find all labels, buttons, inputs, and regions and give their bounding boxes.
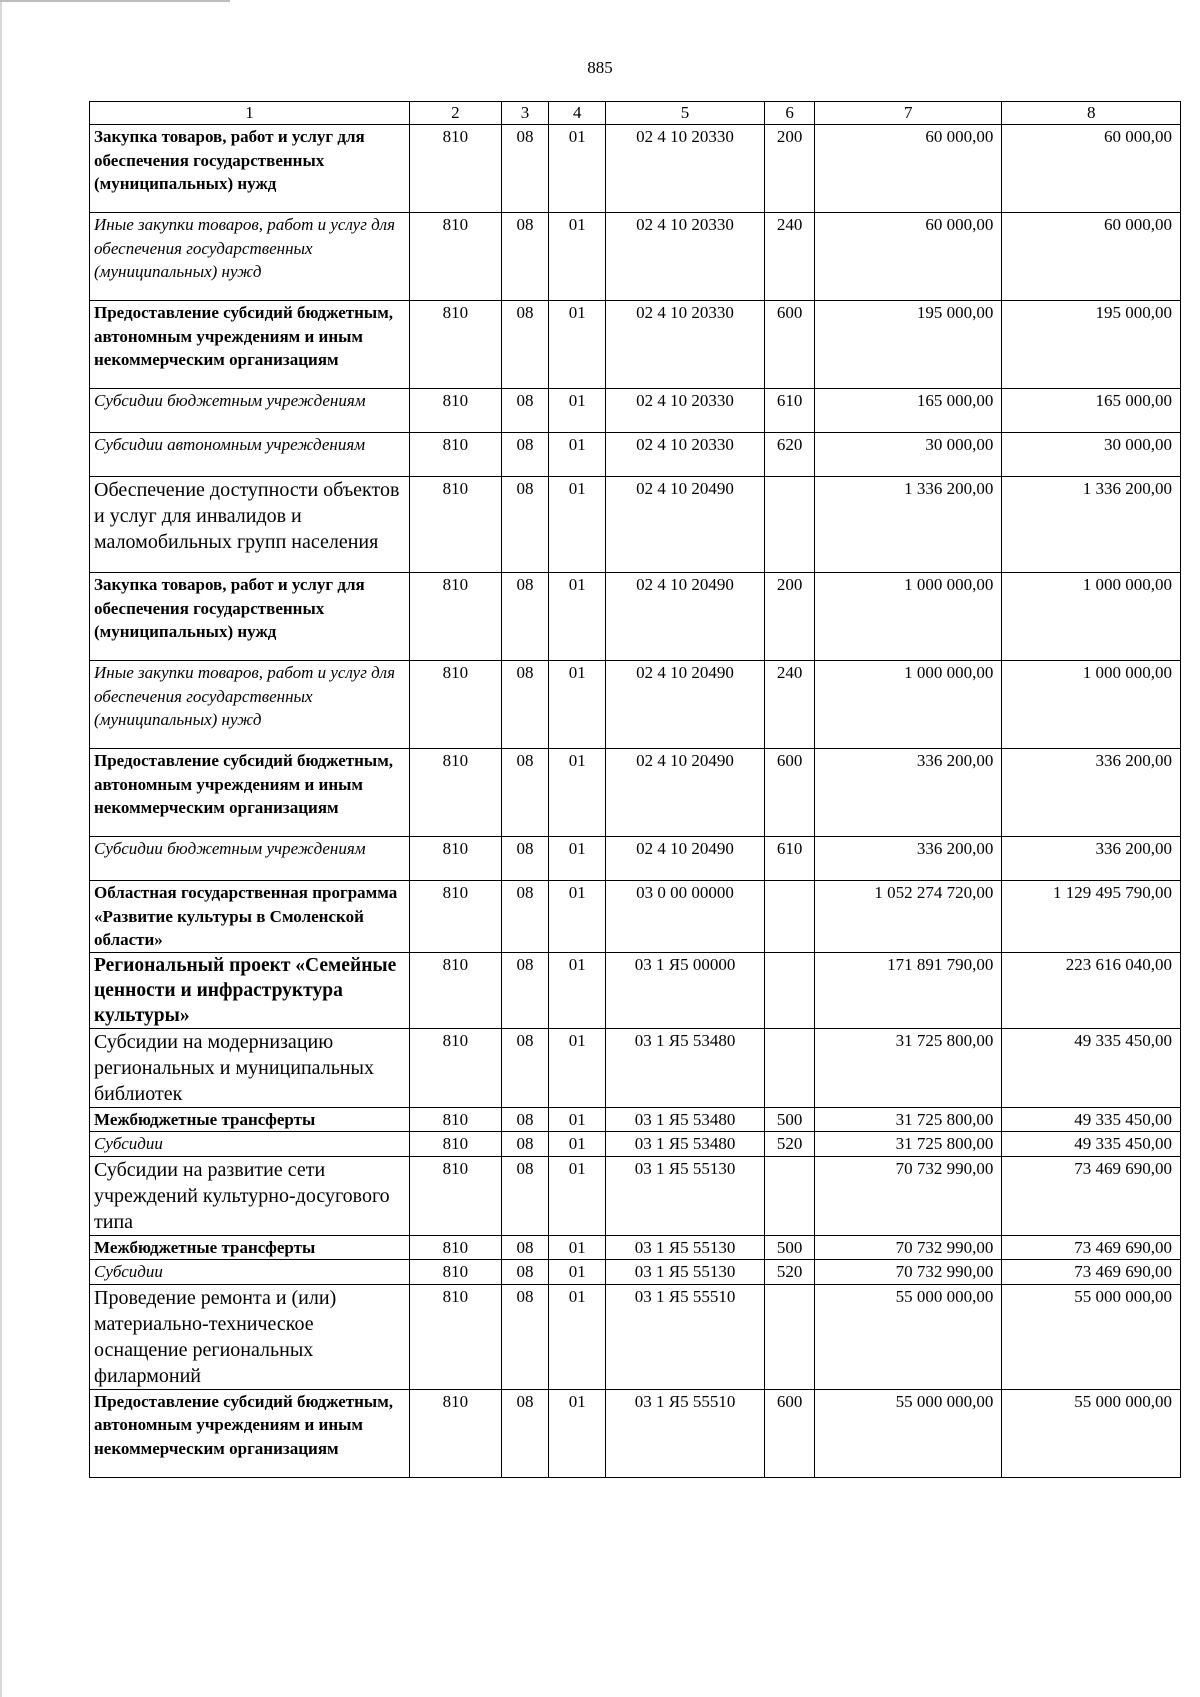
expense-type-cell: 240 bbox=[765, 661, 815, 749]
subsection-code-cell: 01 bbox=[549, 1107, 606, 1132]
subsection-code-cell: 01 bbox=[549, 1235, 606, 1260]
row-name-cell: Проведение ремонта и (или) материально-техническое оснащение региональных филармоний bbox=[90, 1284, 410, 1389]
section-code-cell: 08 bbox=[501, 573, 549, 661]
amount-year1-cell: 165 000,00 bbox=[815, 389, 1002, 433]
table-row bbox=[90, 389, 1181, 433]
row-name-cell: Предоставление субсидий бюджетным, автономным учреждениям и иным некоммерческим организациям bbox=[90, 1389, 410, 1477]
amount-year1-cell: 55 000 000,00 bbox=[815, 1389, 1002, 1477]
amount-year2-cell: 60 000,00 bbox=[1002, 213, 1181, 301]
amount-year1-cell: 70 732 990,00 bbox=[815, 1156, 1002, 1235]
header-cell: 2 bbox=[410, 102, 501, 125]
amount-year1-cell: 336 200,00 bbox=[815, 749, 1002, 837]
amount-year2-cell: 165 000,00 bbox=[1002, 389, 1181, 433]
table-row bbox=[90, 1156, 1181, 1235]
table-row bbox=[90, 1389, 1181, 1477]
subsection-code-cell: 01 bbox=[549, 573, 606, 661]
row-name-cell: Закупка товаров, работ и услуг для обеспечения государственных (муниципальных) нужд bbox=[90, 573, 410, 661]
budget-table bbox=[89, 101, 1181, 1478]
amount-year1-cell: 31 725 800,00 bbox=[815, 1107, 1002, 1132]
subsection-code-cell: 01 bbox=[549, 837, 606, 881]
target-article-cell: 02 4 10 20490 bbox=[606, 837, 765, 881]
table-row bbox=[90, 837, 1181, 881]
header-cell: 1 bbox=[90, 102, 410, 125]
subsection-code-cell: 01 bbox=[549, 952, 606, 1028]
row-name-cell: Предоставление субсидий бюджетным, автономным учреждениям и иным некоммерческим организациям bbox=[90, 749, 410, 837]
header-cell: 8 bbox=[1002, 102, 1181, 125]
amount-year2-cell: 336 200,00 bbox=[1002, 837, 1181, 881]
target-article-cell: 02 4 10 20330 bbox=[606, 125, 765, 213]
header-cell: 6 bbox=[765, 102, 815, 125]
amount-year2-cell: 73 469 690,00 bbox=[1002, 1156, 1181, 1235]
table-row bbox=[90, 1028, 1181, 1107]
header-cell: 3 bbox=[501, 102, 549, 125]
table-row bbox=[90, 1132, 1181, 1157]
row-name-cell: Предоставление субсидий бюджетным, автономным учреждениям и иным некоммерческим организациям bbox=[90, 301, 410, 389]
amount-year1-cell: 30 000,00 bbox=[815, 433, 1002, 477]
row-name-cell: Иные закупки товаров, работ и услуг для обеспечения государственных (муниципальных) нужд bbox=[90, 213, 410, 301]
section-code-cell: 08 bbox=[501, 1107, 549, 1132]
section-code-cell: 08 bbox=[501, 1132, 549, 1157]
row-name-cell: Субсидии бюджетным учреждениям bbox=[90, 389, 410, 433]
target-article-cell: 02 4 10 20330 bbox=[606, 433, 765, 477]
table-row bbox=[90, 213, 1181, 301]
target-article-cell: 03 1 Я5 53480 bbox=[606, 1132, 765, 1157]
amount-year1-cell: 60 000,00 bbox=[815, 125, 1002, 213]
target-article-cell: 03 1 Я5 53480 bbox=[606, 1107, 765, 1132]
amount-year1-cell: 1 052 274 720,00 bbox=[815, 881, 1002, 953]
section-code-cell: 08 bbox=[501, 1235, 549, 1260]
amount-year1-cell: 70 732 990,00 bbox=[815, 1260, 1002, 1285]
header-cell: 4 bbox=[549, 102, 606, 125]
row-name-cell: Субсидии автономным учреждениям bbox=[90, 433, 410, 477]
row-name-cell: Обеспечение доступности объектов и услуг для инвалидов и маломобильных групп населения bbox=[90, 477, 410, 573]
table-row bbox=[90, 749, 1181, 837]
expense-type-cell bbox=[765, 1028, 815, 1107]
row-name-cell: Субсидии bbox=[90, 1132, 410, 1157]
table-row bbox=[90, 125, 1181, 213]
amount-year2-cell: 73 469 690,00 bbox=[1002, 1235, 1181, 1260]
subsection-code-cell: 01 bbox=[549, 301, 606, 389]
amount-year2-cell: 49 335 450,00 bbox=[1002, 1107, 1181, 1132]
table-row bbox=[90, 661, 1181, 749]
amount-year2-cell: 49 335 450,00 bbox=[1002, 1028, 1181, 1107]
expense-type-cell bbox=[765, 881, 815, 953]
gad-code-cell: 810 bbox=[410, 301, 501, 389]
expense-type-cell: 610 bbox=[765, 837, 815, 881]
row-name-cell: Субсидии на модернизацию региональных и муниципальных библиотек bbox=[90, 1028, 410, 1107]
amount-year1-cell: 1 000 000,00 bbox=[815, 573, 1002, 661]
gad-code-cell: 810 bbox=[410, 661, 501, 749]
expense-type-cell: 520 bbox=[765, 1260, 815, 1285]
amount-year2-cell: 195 000,00 bbox=[1002, 301, 1181, 389]
amount-year2-cell: 73 469 690,00 bbox=[1002, 1260, 1181, 1285]
amount-year2-cell: 1 000 000,00 bbox=[1002, 573, 1181, 661]
gad-code-cell: 810 bbox=[410, 1028, 501, 1107]
target-article-cell: 02 4 10 20330 bbox=[606, 389, 765, 433]
section-code-cell: 08 bbox=[501, 1260, 549, 1285]
table-row bbox=[90, 952, 1181, 1028]
expense-type-cell: 520 bbox=[765, 1132, 815, 1157]
target-article-cell: 02 4 10 20490 bbox=[606, 477, 765, 573]
subsection-code-cell: 01 bbox=[549, 433, 606, 477]
amount-year2-cell: 336 200,00 bbox=[1002, 749, 1181, 837]
gad-code-cell: 810 bbox=[410, 1132, 501, 1157]
table-row bbox=[90, 881, 1181, 953]
row-name-cell: Закупка товаров, работ и услуг для обеспечения государственных (муниципальных) нужд bbox=[90, 125, 410, 213]
amount-year1-cell: 1 336 200,00 bbox=[815, 477, 1002, 573]
row-name-cell: Субсидии на развитие сети учреждений культурно-досугового типа bbox=[90, 1156, 410, 1235]
section-code-cell: 08 bbox=[501, 433, 549, 477]
target-article-cell: 03 1 Я5 00000 bbox=[606, 952, 765, 1028]
subsection-code-cell: 01 bbox=[549, 749, 606, 837]
gad-code-cell: 810 bbox=[410, 433, 501, 477]
page-number: 885 bbox=[587, 58, 613, 77]
table-row bbox=[90, 1260, 1181, 1285]
expense-type-cell: 600 bbox=[765, 749, 815, 837]
expense-type-cell: 500 bbox=[765, 1235, 815, 1260]
amount-year2-cell: 1 000 000,00 bbox=[1002, 661, 1181, 749]
expense-type-cell bbox=[765, 1156, 815, 1235]
subsection-code-cell: 01 bbox=[549, 125, 606, 213]
gad-code-cell: 810 bbox=[410, 1107, 501, 1132]
target-article-cell: 02 4 10 20490 bbox=[606, 573, 765, 661]
amount-year2-cell: 30 000,00 bbox=[1002, 433, 1181, 477]
gad-code-cell: 810 bbox=[410, 1156, 501, 1235]
section-code-cell: 08 bbox=[501, 837, 549, 881]
amount-year2-cell: 60 000,00 bbox=[1002, 125, 1181, 213]
amount-year1-cell: 60 000,00 bbox=[815, 213, 1002, 301]
row-name-cell: Межбюджетные трансферты bbox=[90, 1107, 410, 1132]
row-name-cell: Субсидии бюджетным учреждениям bbox=[90, 837, 410, 881]
amount-year2-cell: 223 616 040,00 bbox=[1002, 952, 1181, 1028]
section-code-cell: 08 bbox=[501, 125, 549, 213]
table-row bbox=[90, 1235, 1181, 1260]
section-code-cell: 08 bbox=[501, 661, 549, 749]
amount-year1-cell: 55 000 000,00 bbox=[815, 1284, 1002, 1389]
gad-code-cell: 810 bbox=[410, 389, 501, 433]
gad-code-cell: 810 bbox=[410, 952, 501, 1028]
row-name-cell: Субсидии bbox=[90, 1260, 410, 1285]
subsection-code-cell: 01 bbox=[549, 1389, 606, 1477]
expense-type-cell: 500 bbox=[765, 1107, 815, 1132]
expense-type-cell bbox=[765, 1284, 815, 1389]
row-name-cell: Областная государственная программа «Развитие культуры в Смоленской области» bbox=[90, 881, 410, 953]
subsection-code-cell: 01 bbox=[549, 1284, 606, 1389]
subsection-code-cell: 01 bbox=[549, 1260, 606, 1285]
target-article-cell: 03 0 00 00000 bbox=[606, 881, 765, 953]
expense-type-cell: 610 bbox=[765, 389, 815, 433]
expense-type-cell: 600 bbox=[765, 301, 815, 389]
expense-type-cell: 200 bbox=[765, 573, 815, 661]
subsection-code-cell: 01 bbox=[549, 881, 606, 953]
gad-code-cell: 810 bbox=[410, 1389, 501, 1477]
gad-code-cell: 810 bbox=[410, 1235, 501, 1260]
subsection-code-cell: 01 bbox=[549, 1028, 606, 1107]
amount-year2-cell: 49 335 450,00 bbox=[1002, 1132, 1181, 1157]
scan-edge-left bbox=[0, 0, 2, 1697]
amount-year2-cell: 1 336 200,00 bbox=[1002, 477, 1181, 573]
target-article-cell: 03 1 Я5 55510 bbox=[606, 1389, 765, 1477]
section-code-cell: 08 bbox=[501, 952, 549, 1028]
amount-year1-cell: 31 725 800,00 bbox=[815, 1132, 1002, 1157]
expense-type-cell: 620 bbox=[765, 433, 815, 477]
section-code-cell: 08 bbox=[501, 213, 549, 301]
expense-type-cell: 600 bbox=[765, 1389, 815, 1477]
table-row bbox=[90, 573, 1181, 661]
row-name-cell: Региональный проект «Семейные ценности и инфраструктура культуры» bbox=[90, 952, 410, 1028]
gad-code-cell: 810 bbox=[410, 837, 501, 881]
section-code-cell: 08 bbox=[501, 749, 549, 837]
gad-code-cell: 810 bbox=[410, 125, 501, 213]
expense-type-cell: 200 bbox=[765, 125, 815, 213]
gad-code-cell: 810 bbox=[410, 213, 501, 301]
table-row bbox=[90, 433, 1181, 477]
table-row bbox=[90, 1107, 1181, 1132]
amount-year1-cell: 171 891 790,00 bbox=[815, 952, 1002, 1028]
gad-code-cell: 810 bbox=[410, 881, 501, 953]
target-article-cell: 03 1 Я5 53480 bbox=[606, 1028, 765, 1107]
subsection-code-cell: 01 bbox=[549, 389, 606, 433]
section-code-cell: 08 bbox=[501, 301, 549, 389]
target-article-cell: 03 1 Я5 55130 bbox=[606, 1156, 765, 1235]
header-cell: 7 bbox=[815, 102, 1002, 125]
amount-year1-cell: 336 200,00 bbox=[815, 837, 1002, 881]
header-cell: 5 bbox=[606, 102, 765, 125]
amount-year1-cell: 1 000 000,00 bbox=[815, 661, 1002, 749]
gad-code-cell: 810 bbox=[410, 573, 501, 661]
section-code-cell: 08 bbox=[501, 1284, 549, 1389]
subsection-code-cell: 01 bbox=[549, 661, 606, 749]
subsection-code-cell: 01 bbox=[549, 477, 606, 573]
expense-type-cell bbox=[765, 952, 815, 1028]
table-row bbox=[90, 477, 1181, 573]
table-row bbox=[90, 1284, 1181, 1389]
amount-year1-cell: 31 725 800,00 bbox=[815, 1028, 1002, 1107]
target-article-cell: 02 4 10 20490 bbox=[606, 749, 765, 837]
section-code-cell: 08 bbox=[501, 881, 549, 953]
target-article-cell: 02 4 10 20490 bbox=[606, 661, 765, 749]
section-code-cell: 08 bbox=[501, 477, 549, 573]
section-code-cell: 08 bbox=[501, 1389, 549, 1477]
expense-type-cell bbox=[765, 477, 815, 573]
subsection-code-cell: 01 bbox=[549, 1132, 606, 1157]
gad-code-cell: 810 bbox=[410, 1284, 501, 1389]
table-row bbox=[90, 301, 1181, 389]
section-code-cell: 08 bbox=[501, 1028, 549, 1107]
subsection-code-cell: 01 bbox=[549, 1156, 606, 1235]
subsection-code-cell: 01 bbox=[549, 213, 606, 301]
target-article-cell: 03 1 Я5 55510 bbox=[606, 1284, 765, 1389]
amount-year1-cell: 70 732 990,00 bbox=[815, 1235, 1002, 1260]
amount-year2-cell: 55 000 000,00 bbox=[1002, 1389, 1181, 1477]
header-row bbox=[90, 102, 1181, 125]
target-article-cell: 03 1 Я5 55130 bbox=[606, 1260, 765, 1285]
scan-edge-top bbox=[0, 0, 230, 2]
gad-code-cell: 810 bbox=[410, 1260, 501, 1285]
row-name-cell: Иные закупки товаров, работ и услуг для обеспечения государственных (муниципальных) нужд bbox=[90, 661, 410, 749]
target-article-cell: 02 4 10 20330 bbox=[606, 213, 765, 301]
gad-code-cell: 810 bbox=[410, 477, 501, 573]
amount-year2-cell: 55 000 000,00 bbox=[1002, 1284, 1181, 1389]
amount-year1-cell: 195 000,00 bbox=[815, 301, 1002, 389]
row-name-cell: Межбюджетные трансферты bbox=[90, 1235, 410, 1260]
target-article-cell: 03 1 Я5 55130 bbox=[606, 1235, 765, 1260]
amount-year2-cell: 1 129 495 790,00 bbox=[1002, 881, 1181, 953]
gad-code-cell: 810 bbox=[410, 749, 501, 837]
section-code-cell: 08 bbox=[501, 1156, 549, 1235]
target-article-cell: 02 4 10 20330 bbox=[606, 301, 765, 389]
section-code-cell: 08 bbox=[501, 389, 549, 433]
expense-type-cell: 240 bbox=[765, 213, 815, 301]
